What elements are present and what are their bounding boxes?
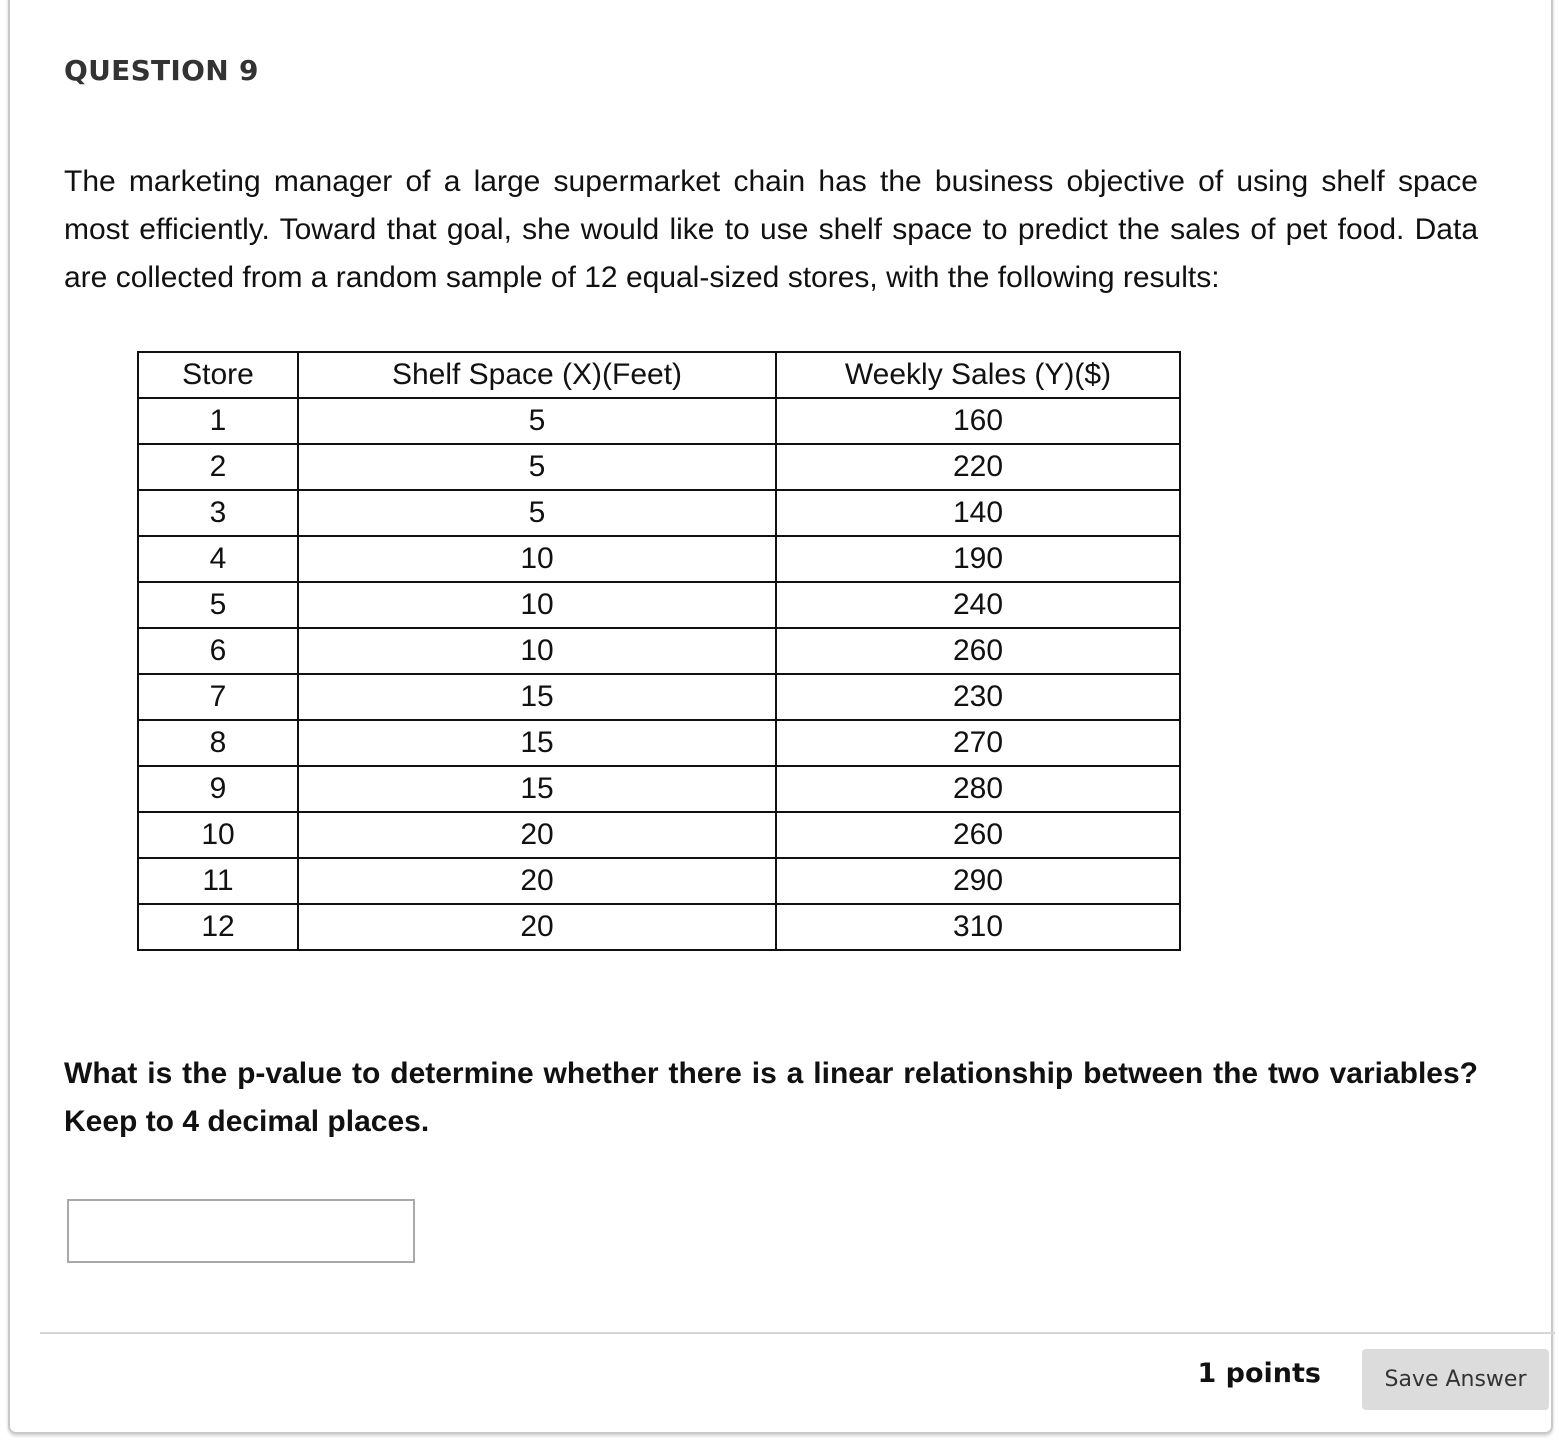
cell-shelf-space: 20 — [298, 812, 776, 858]
cell-shelf-space: 15 — [298, 766, 776, 812]
cell-weekly-sales: 140 — [776, 490, 1180, 536]
cell-shelf-space: 5 — [298, 398, 776, 444]
cell-shelf-space: 20 — [298, 904, 776, 950]
cell-store: 1 — [138, 398, 298, 444]
cell-weekly-sales: 190 — [776, 536, 1180, 582]
cell-weekly-sales: 240 — [776, 582, 1180, 628]
save-answer-button[interactable]: Save Answer — [1362, 1349, 1549, 1410]
cell-weekly-sales: 230 — [776, 674, 1180, 720]
data-table — [137, 351, 1181, 951]
cell-store: 2 — [138, 444, 298, 490]
table-row — [138, 674, 1180, 720]
question-title: QUESTION 9 — [64, 54, 259, 87]
cell-weekly-sales: 260 — [776, 812, 1180, 858]
cell-weekly-sales: 290 — [776, 858, 1180, 904]
cell-weekly-sales: 280 — [776, 766, 1180, 812]
cell-weekly-sales: 220 — [776, 444, 1180, 490]
cell-shelf-space: 10 — [298, 628, 776, 674]
header-store: Store — [138, 352, 298, 398]
cell-store: 4 — [138, 536, 298, 582]
cell-store: 11 — [138, 858, 298, 904]
table-row — [138, 904, 1180, 950]
table-row — [138, 444, 1180, 490]
cell-shelf-space: 5 — [298, 444, 776, 490]
cell-shelf-space: 10 — [298, 582, 776, 628]
question-ask: What is the p-value to determine whether there is a linear relationship between the two variables? Keep to 4 decimal places. — [64, 1057, 1478, 1138]
cell-store: 5 — [138, 582, 298, 628]
answer-input[interactable] — [67, 1199, 415, 1263]
cell-store: 6 — [138, 628, 298, 674]
cell-store: 3 — [138, 490, 298, 536]
cell-store: 8 — [138, 720, 298, 766]
header-shelf-space: Shelf Space (X)(Feet) — [298, 352, 776, 398]
cell-weekly-sales: 310 — [776, 904, 1180, 950]
table-header-row — [138, 352, 1180, 398]
table-row — [138, 812, 1180, 858]
table-body — [138, 398, 1180, 950]
cell-shelf-space: 15 — [298, 720, 776, 766]
cell-shelf-space: 5 — [298, 490, 776, 536]
table-row — [138, 720, 1180, 766]
table-row — [138, 490, 1180, 536]
cell-weekly-sales: 270 — [776, 720, 1180, 766]
question-card — [8, 0, 1553, 1434]
footer-divider — [40, 1332, 1555, 1334]
table-row — [138, 536, 1180, 582]
cell-shelf-space: 15 — [298, 674, 776, 720]
cell-weekly-sales: 160 — [776, 398, 1180, 444]
header-weekly-sales: Weekly Sales (Y)($) — [776, 352, 1180, 398]
table-row — [138, 858, 1180, 904]
cell-weekly-sales: 260 — [776, 628, 1180, 674]
points-label: 1 points — [1197, 1358, 1321, 1389]
table-row — [138, 398, 1180, 444]
cell-store: 12 — [138, 904, 298, 950]
table-row — [138, 582, 1180, 628]
table-row — [138, 628, 1180, 674]
cell-shelf-space: 10 — [298, 536, 776, 582]
question-prompt: The marketing manager of a large supermarket chain has the business objective of using shelf space most efficiently. Toward that goal, she would like to use shelf space to predict the sales of pet food. Data are collected from a random sample of 12 equal-sized stores, with the following results: — [64, 165, 1478, 294]
cell-store: 10 — [138, 812, 298, 858]
cell-store: 7 — [138, 674, 298, 720]
table-row — [138, 766, 1180, 812]
cell-shelf-space: 20 — [298, 858, 776, 904]
cell-store: 9 — [138, 766, 298, 812]
